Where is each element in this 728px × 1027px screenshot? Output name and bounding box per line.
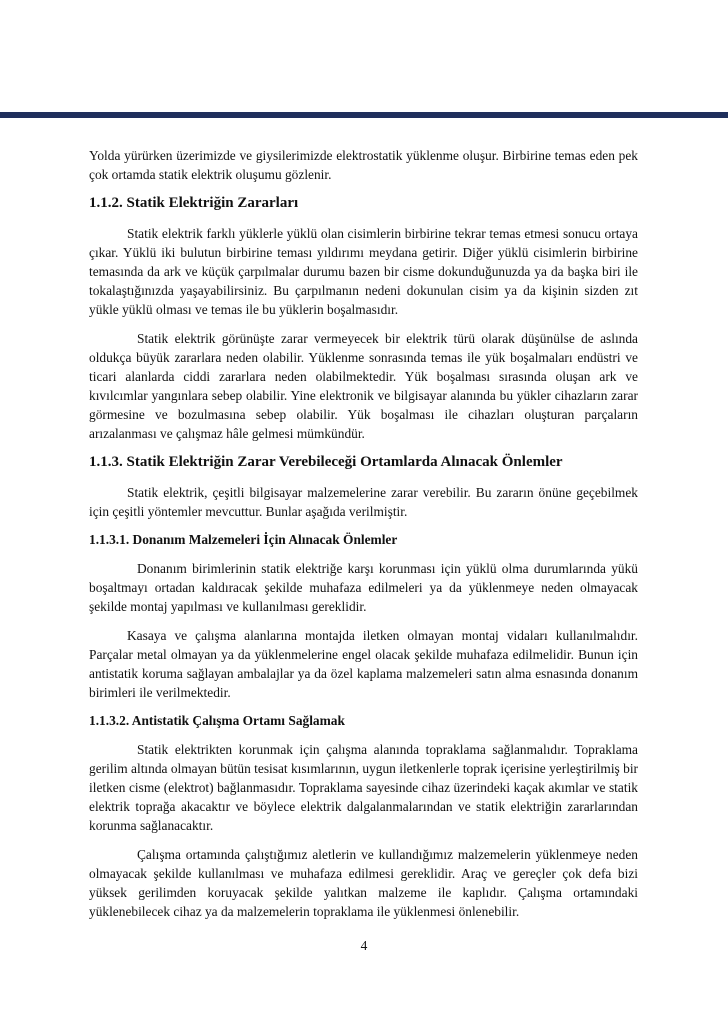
zararlar-paragraph-1: Statik elektrik farklı yüklerle yüklü olan cisimlerin birbirine tekrar temas etmesi sonucu ortaya çıkar. Yüklü iki bulutun birbirine teması yıldırımı meydana getirir. Diğer yüklü cisimlerin birbirine temasında da ark ve küçük çarpılmalar durumu bazen bir cisme dokunduğunuzda ya da başka biri ile tokalaştığınızda yaşayabilirsiniz. Bu çarpılmanın nedeni dokunulan cisim ya da kişinin sizden zıt yükle yüklü olması ve temas ile bu yüklerin boşalmasıdır. [89, 226, 638, 317]
subsection-heading-antistatik-ortam: 1.1.3.2. Antistatik Çalışma Ortamı Sağlamak [89, 713, 345, 728]
onlemler-paragraph: Statik elektrik, çeşitli bilgisayar malzemelerine zarar verebilir. Bu zararın önüne geçebilmek için çeşitli yöntemler mevcuttur. Bunlar aşağıda verilmiştir. [89, 485, 638, 519]
document-body [89, 146, 638, 931]
intro-paragraph: Yolda yürürken üzerimizde ve giysilerimizde elektrostatik yüklenme oluşur. Birbirine temas eden pek çok ortamda statik elektrik oluşumu gözlenir. [89, 148, 638, 182]
donanim-paragraph-2: Kasaya ve çalışma alanlarına montajda iletken olmayan montaj vidaları kullanılmalıdır. Parçalar metal olmayan ya da yüklenmelerine engel olacak şekilde muhafaza edilmelidir. Bunun için antistatik koruma sağlayan ambalajlar ya da özel kaplama malzemeleri satın alma esnasında donanım birimleri ile verilmektedir. [89, 628, 638, 700]
antistatik-paragraph-1: Statik elektrikten korunmak için çalışma alanında topraklama sağlanmalıdır. Topraklama gerilim altında olmayan bütün tesisat kısımlarının, uygun iletkenlerle toprak içerisine yerleştirilmiş bir iletken cisme (elektrot) bağlanmasıdır. Topraklama sayesinde cihaz üzerindeki kaçak akımlar ve statik elektrik toprağa akacaktır ve böylece elektrik dalgalanmalarından ve statik elektriğin zararlarından korunma sağlanacaktır. [89, 742, 638, 833]
section-heading-statik-elektrigin-zararlari: 1.1.2. Statik Elektriğin Zararları [89, 195, 299, 211]
donanim-paragraph-1: Donanım birimlerinin statik elektriğe karşı korunması için yüklü olma durumlarında yükü boşaltmayı ortadan kaldıracak şekilde muhafaza edilmeleri ya da yüklenmeye neden olmayacak şekilde montaj yapılması ve kullanılması gereklidir. [89, 561, 638, 614]
section-heading-alinacak-onlemler: 1.1.3. Statik Elektriğin Zarar Verebileceği Ortamlarda Alınacak Önlemler [89, 454, 563, 470]
page-number: 4 [360, 938, 368, 953]
antistatik-paragraph-2: Çalışma ortamında çalıştığımız aletlerin ve kullandığımız malzemelerin yüklenmeye neden olmayacak şekilde kullanılması ve muhafaza edilmesi gereklidir. Araç ve gereçler çok defa bizi yüksek gerilimden koruyacak şekilde yalıtkan malzeme ile kaplıdır. Çalışma ortamındaki yüklenebilecek cihaz ya da malzemelerin topraklama ile yüklenmesi önlenebilir. [89, 847, 638, 919]
subsection-heading-donanim-malzemeleri: 1.1.3.1. Donanım Malzemeleri İçin Alınacak Önlemler [89, 532, 398, 547]
header-rule [0, 112, 728, 118]
zararlar-paragraph-2: Statik elektrik görünüşte zarar vermeyecek bir elektrik türü olarak düşünülse de aslında oldukça büyük zararlara neden olabilir. Yüklenme sonrasında temas ile yük boşalmaları endüstri ve ticari alanlarda ciddi zararlara neden olabilmektedir. Yük boşalması sırasında oluşan ark ve kıvılcımlar yangınlara sebep olabilir. Yine elektronik ve bilgisayar alanında bu yükler cihazların zarar görmesine ve bozulmasına sebep olabilir. Yük boşalması ile cihazları oluşturan parçaların arızalanması ve çalışmaz hâle gelmesi mümkündür. [89, 331, 638, 441]
